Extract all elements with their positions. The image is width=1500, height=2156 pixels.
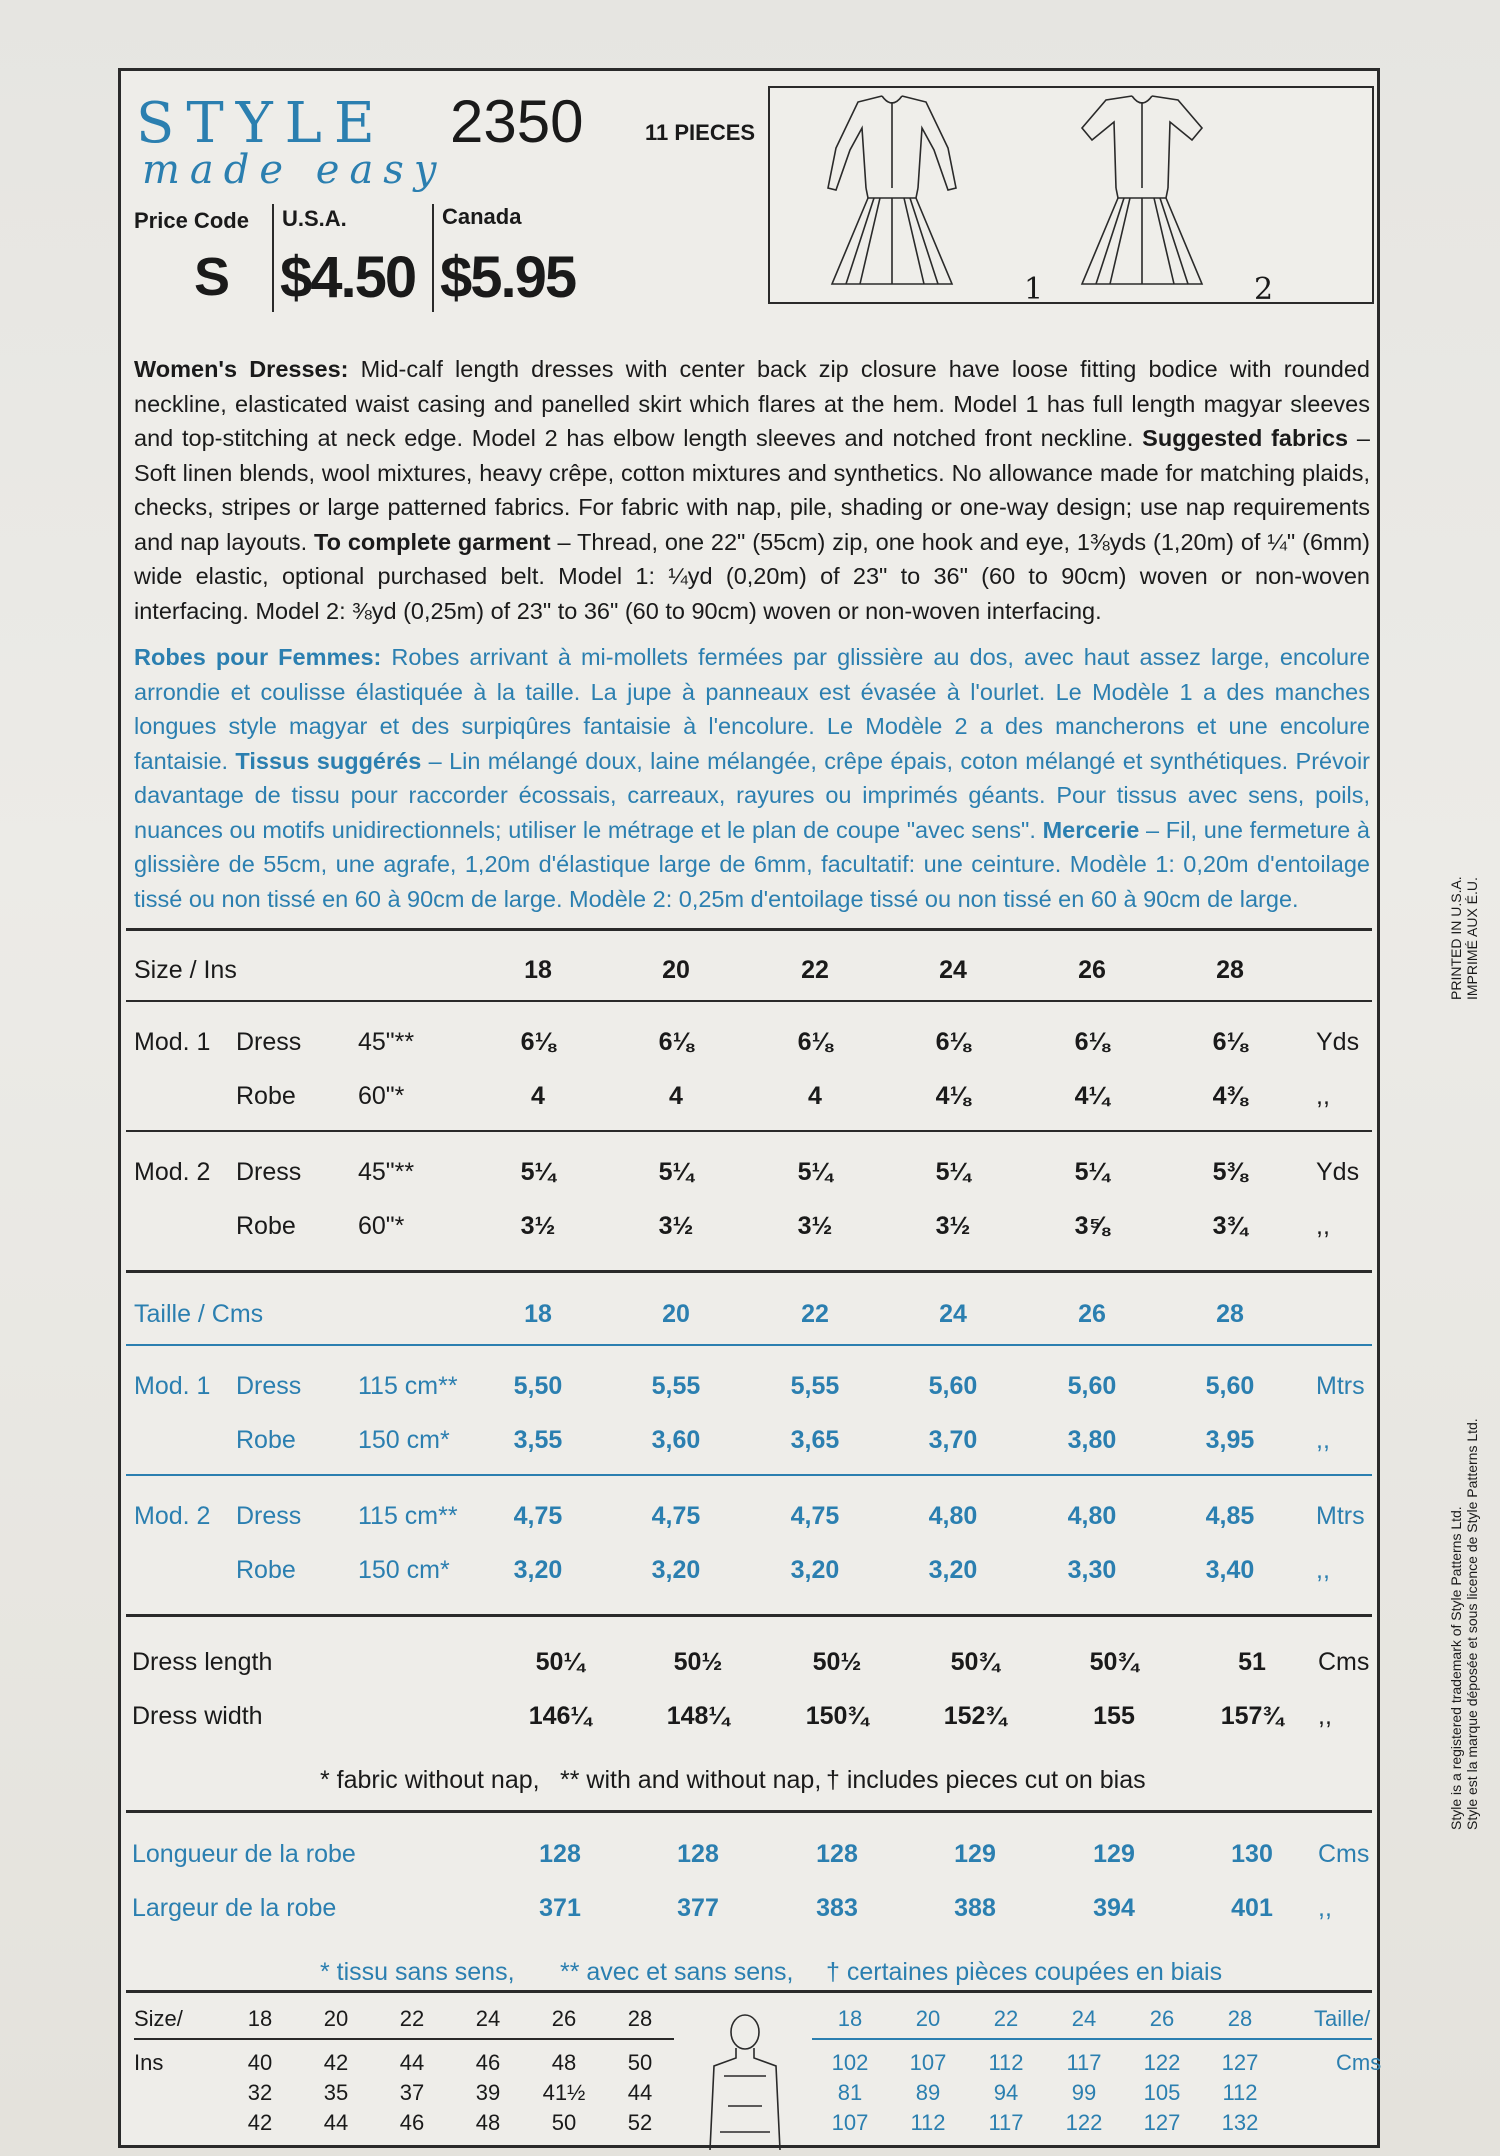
dress-sketch-box: [768, 86, 1374, 304]
measure-cell: 81: [837, 2080, 863, 2105]
yardage-cell: 3½: [520, 1212, 556, 1240]
table-header-label: Size / Ins: [134, 956, 237, 984]
measure-cell: 50¾: [1089, 1648, 1139, 1676]
pattern-number: 2350: [450, 88, 584, 155]
measure-cell: 157¾: [1220, 1702, 1284, 1730]
size-cell: 20: [915, 2006, 941, 2031]
yardage-cell: 6⅛: [658, 1028, 694, 1056]
measure-cell: 50: [551, 2110, 577, 2135]
garment-label: Robe: [236, 1212, 296, 1240]
unit-label: ,,: [1316, 1556, 1330, 1584]
measure-cell: 117: [1066, 2050, 1102, 2075]
price-code-label: Price Code: [134, 208, 249, 233]
brand-logo: [136, 91, 447, 193]
model-label: Mod. 1: [134, 1372, 211, 1400]
measure-cell: 383: [816, 1894, 858, 1922]
measure-cell: 50¼: [535, 1648, 585, 1676]
notions-lead: Mercerie: [1042, 816, 1140, 843]
garment-label: Robe: [236, 1082, 296, 1110]
measure-cell: 129: [954, 1840, 996, 1868]
measure-label: Largeur de la robe: [132, 1894, 337, 1922]
size-header: 28: [1216, 1300, 1244, 1328]
size-header: 22: [801, 1300, 829, 1328]
fabric-width: 45"**: [358, 1028, 415, 1056]
footnote: ** with and without nap,: [560, 1766, 822, 1794]
notions-text: – Fil, une fermeture à glissière de 55cm, une agrafe, 1,20m d'élastique large de 6mm, facultatif: une ceinture. Modèle 1: 0,20m d'entoilage tissé ou non tissé en 60 à 90cm de large. Modèle 2: 0,25m d'entoilage tissé ou non tissé en 60 à 90cm de large.: [134, 816, 1370, 912]
measure-cell: 46: [475, 2050, 501, 2075]
description-body: Robes arrivant à mi-mollets fermées par glissière au dos, avec haut assez large, encolure arrondie et coulisse élastiquée à la taille. La jupe à panneaux est évasée à l'ourlet. Le Modèle 1 a des manches longues style magyar et des surpiqûres fantaisie à l'encolure. Le Modèle 2 a des mancherons et une encolure fantaisie.: [134, 644, 1370, 774]
garment-label: Dress: [236, 1502, 302, 1530]
yardage-cell: 5,55: [651, 1372, 701, 1400]
fabric-width: 115 cm**: [358, 1502, 458, 1530]
yardage-cell: 5⅜: [1212, 1158, 1248, 1186]
yardage-cell: 3,20: [651, 1556, 701, 1584]
printed-in-usa: PRINTED IN U.S.A.: [1448, 876, 1464, 1000]
size-cell: 20: [323, 2006, 349, 2031]
rule: [126, 1270, 1372, 1273]
description-french: [134, 640, 1370, 916]
footnote: * tissu sans sens,: [320, 1958, 515, 1986]
taille-label: Taille/: [1314, 2006, 1371, 2031]
measure-cell: 117: [988, 2110, 1024, 2135]
yardage-cell: 3½: [935, 1212, 971, 1240]
model-label: Mod. 2: [134, 1158, 211, 1186]
model-1-number: 1: [1024, 272, 1044, 307]
measure-cell: 50: [627, 2050, 653, 2075]
price-code: S: [194, 247, 229, 307]
garment-label: Dress: [236, 1028, 302, 1056]
footnote: † includes pieces cut on bias: [826, 1766, 1146, 1794]
yardage-cell: 3,65: [790, 1426, 840, 1454]
yardage-cell: 3,30: [1067, 1556, 1117, 1584]
yardage-cell: 4,75: [513, 1502, 563, 1530]
canada-price: $5.95: [440, 245, 576, 310]
measure-cell: 46: [399, 2110, 425, 2135]
canada-label: Canada: [442, 204, 522, 229]
measure-label: Dress width: [132, 1702, 263, 1730]
garment-label: Robe: [236, 1556, 296, 1584]
yardage-cell: 3,95: [1205, 1426, 1255, 1454]
rule: [126, 1810, 1372, 1813]
measure-cell: 89: [915, 2080, 941, 2105]
footnote: * fabric without nap,: [320, 1766, 540, 1794]
yardage-cell: 3⅝: [1074, 1212, 1110, 1240]
yardage-cell: 3¾: [1212, 1212, 1248, 1240]
rule-blue: [126, 1344, 1372, 1346]
trademark-notice: Style is a registered trademark of Style Patterns Ltd.: [1448, 1506, 1464, 1830]
size-header: 28: [1216, 956, 1244, 984]
measure-cell: 48: [475, 2110, 501, 2135]
yardage-cell: 5,60: [928, 1372, 978, 1400]
measure-label: Dress length: [132, 1648, 273, 1676]
measure-cell: 99: [1071, 2080, 1097, 2105]
yardage-cell: 3,60: [651, 1426, 701, 1454]
yardage-cell: 4,75: [651, 1502, 701, 1530]
yardage-cell: 3½: [797, 1212, 833, 1240]
rule: [126, 1614, 1372, 1617]
measure-cell: 42: [323, 2050, 349, 2075]
size-cell: 28: [627, 2006, 653, 2031]
measure-cell: 42: [247, 2110, 273, 2135]
yardage-cell: 5¼: [935, 1158, 971, 1186]
cms-label: Cms: [1336, 2050, 1382, 2075]
size-cell: 18: [837, 2006, 863, 2031]
yardage-cell: 3,80: [1067, 1426, 1117, 1454]
measure-cell: 52: [627, 2110, 653, 2135]
rule-blue: [126, 1474, 1372, 1476]
unit-label: Mtrs: [1316, 1372, 1365, 1400]
printed-in-usa-fr: IMPRIMÉ AUX É.U.: [1464, 877, 1480, 1000]
size-cell: 28: [1227, 2006, 1253, 2031]
size-cell: 22: [993, 2006, 1019, 2031]
yardage-cell: 5¼: [658, 1158, 694, 1186]
measure-cell: 128: [816, 1840, 858, 1868]
yardage-cell: 6⅛: [520, 1028, 556, 1056]
size-header: 22: [801, 956, 829, 984]
yardage-cell: 3,20: [928, 1556, 978, 1584]
yardage-cell: 5¼: [797, 1158, 833, 1186]
size-header: 26: [1078, 1300, 1106, 1328]
measure-cell: 155: [1093, 1702, 1135, 1730]
yardage-cell: 4⅛: [935, 1082, 971, 1110]
fabrics-lead: Suggested fabrics: [1142, 425, 1349, 451]
unit-label: Cms: [1318, 1648, 1370, 1676]
measure-cell: 112: [910, 2110, 946, 2135]
measure-cell: 127: [1143, 2110, 1181, 2135]
measure-cell: 148¼: [666, 1702, 730, 1730]
measure-cell: 130: [1231, 1840, 1273, 1868]
yardage-cell: 4: [531, 1082, 545, 1110]
yardage-cell: 5,50: [513, 1372, 563, 1400]
size-cell: 26: [1149, 2006, 1175, 2031]
fabric-width: 45"**: [358, 1158, 415, 1186]
measure-cell: 150¾: [805, 1702, 869, 1730]
yardage-cell: 6⅛: [797, 1028, 833, 1056]
trademark-notice-fr: Style est la marque déposée et sous licence de Style Patterns Ltd.: [1464, 1418, 1480, 1830]
measure-cell: 122: [1143, 2050, 1181, 2075]
yardage-cell: 6⅛: [935, 1028, 971, 1056]
measure-cell: 39: [475, 2080, 501, 2105]
description-body: Mid-calf length dresses with center back zip closure have loose fitting bodice with rounded neckline, elasticated waist casing and panelled skirt which flares at the hem. Model 1 has full length magyar sleeves and top-stitching at neck edge. Model 2 has elbow length sleeves and notched front neckline.: [134, 356, 1370, 451]
measure-cell: 146¼: [528, 1702, 592, 1730]
fabric-width: 115 cm**: [358, 1372, 458, 1400]
yardage-cell: 3,70: [928, 1426, 978, 1454]
yardage-cell: 3,55: [513, 1426, 563, 1454]
rule: [126, 1990, 1372, 1993]
complete-lead: To complete garment: [314, 528, 551, 555]
measure-cell: 44: [323, 2110, 349, 2135]
yardage-cell: 5,60: [1205, 1372, 1255, 1400]
measure-cell: 127: [1221, 2050, 1259, 2075]
yardage-cell: 5,60: [1067, 1372, 1117, 1400]
measure-cell: 388: [954, 1894, 996, 1922]
measure-cell: 112: [1222, 2080, 1258, 2105]
measure-cell: 107: [831, 2110, 869, 2135]
rule: [134, 2038, 674, 2040]
size-header: 24: [939, 956, 967, 984]
unit-label: ,,: [1316, 1082, 1330, 1110]
model-label: Mod. 2: [134, 1502, 211, 1530]
measure-cell: 41½: [542, 2080, 586, 2105]
description-lead: Robes pour Femmes:: [134, 644, 382, 670]
price-divider: [272, 204, 274, 312]
fabric-width: 150 cm*: [358, 1426, 450, 1454]
yardage-cell: 5¼: [1074, 1158, 1110, 1186]
garment-label: Dress: [236, 1158, 302, 1186]
measure-cell: 128: [677, 1840, 719, 1868]
measure-cell: 50½: [673, 1648, 723, 1676]
measure-cell: 377: [677, 1894, 719, 1922]
measure-cell: 122: [1065, 2110, 1103, 2135]
rule-blue: [812, 2038, 1372, 2040]
model-2-number: 2: [1254, 272, 1274, 307]
model-label: Mod. 1: [134, 1028, 211, 1056]
measure-cell: 132: [1221, 2110, 1259, 2135]
measure-label: Longueur de la robe: [132, 1840, 356, 1868]
yardage-cell: 3½: [658, 1212, 694, 1240]
measure-cell: 50¾: [950, 1648, 1000, 1676]
ins-label: Ins: [134, 2050, 164, 2075]
size-header: 18: [524, 1300, 552, 1328]
description-lead: Women's Dresses:: [134, 356, 349, 382]
size-cell: 24: [475, 2006, 501, 2031]
garment-label: Dress: [236, 1372, 302, 1400]
size-cell: 18: [247, 2006, 273, 2031]
yardage-cell: 3,20: [513, 1556, 563, 1584]
unit-label: ,,: [1318, 1702, 1332, 1730]
size-header: 18: [524, 956, 552, 984]
fabrics-text: – Soft linen blends, wool mixtures, heavy crêpe, cotton mixtures and synthetics. No allowance made for matching plaids, checks, stripes or large patterned fabrics. For fabric with nap, pile, shading or one-way design; use nap requirements and nap layouts.: [134, 425, 1370, 555]
yardage-cell: 4,80: [928, 1502, 978, 1530]
measure-cell: 40: [247, 2050, 273, 2075]
size-header: 20: [662, 956, 690, 984]
measure-cell: 152¾: [943, 1702, 1007, 1730]
usa-price: $4.50: [280, 245, 416, 310]
fabrics-lead: Tissus suggérés: [235, 747, 422, 774]
measure-cell: 102: [831, 2050, 869, 2075]
yardage-cell: 5,55: [790, 1372, 840, 1400]
measure-cell: 401: [1231, 1894, 1273, 1922]
yardage-cell: 3,40: [1205, 1556, 1255, 1584]
size-header: 26: [1078, 956, 1106, 984]
unit-label: Cms: [1318, 1840, 1370, 1868]
fabrics-text: – Lin mélangé doux, laine mélangée, crêpe épais, coton mélangé et synthétiques. Prévoir davantage de tissu pour raccorder écossais, carreaux, rayures ou imprimés géants. Pour tissus avec sens, poils, nuances ou motifs unidirectionnels; utiliser le métrage et le plan de coupe "avec sens".: [134, 747, 1370, 843]
measure-cell: 105: [1143, 2080, 1181, 2105]
unit-label: ,,: [1318, 1894, 1332, 1922]
yardage-cell: 6⅛: [1212, 1028, 1248, 1056]
yardage-cell: 4: [808, 1082, 822, 1110]
measure-cell: 394: [1093, 1894, 1135, 1922]
measure-cell: 107: [909, 2050, 947, 2075]
unit-label: Mtrs: [1316, 1502, 1365, 1530]
table-header-label: Taille / Cms: [134, 1300, 264, 1328]
fabric-width: 150 cm*: [358, 1556, 450, 1584]
measure-cell: 32: [247, 2080, 273, 2105]
yardage-cell: 4,85: [1205, 1502, 1255, 1530]
dress-sketch-illustration: [770, 88, 1372, 302]
measure-cell: 48: [551, 2050, 577, 2075]
measure-cell: 44: [627, 2080, 653, 2105]
unit-label: ,,: [1316, 1212, 1330, 1240]
yardage-cell: 4,80: [1067, 1502, 1117, 1530]
yardage-cell: 3,20: [790, 1556, 840, 1584]
body-figure-icon: [700, 2010, 790, 2150]
measure-cell: 37: [399, 2080, 425, 2105]
rule: [126, 928, 1372, 931]
yardage-cell: 4,75: [790, 1502, 840, 1530]
measure-cell: 128: [539, 1840, 581, 1868]
size-label: Size/: [134, 2006, 183, 2031]
size-cell: 26: [551, 2006, 577, 2031]
fabric-width: 60"*: [358, 1212, 405, 1240]
yardage-cell: 4¼: [1074, 1082, 1110, 1110]
size-cell: 24: [1071, 2006, 1097, 2031]
measure-cell: 51: [1238, 1648, 1266, 1676]
description-english: [134, 352, 1370, 628]
garment-label: Robe: [236, 1426, 296, 1454]
fabric-width: 60"*: [358, 1082, 405, 1110]
measure-cell: 35: [323, 2080, 349, 2105]
brand-word: STYLE: [136, 91, 387, 156]
yardage-cell: 4: [669, 1082, 683, 1110]
measure-cell: 371: [539, 1894, 581, 1922]
measure-cell: 129: [1093, 1840, 1135, 1868]
measure-cell: 50½: [812, 1648, 862, 1676]
footnote: ** avec et sans sens,: [560, 1958, 794, 1986]
size-header: 24: [939, 1300, 967, 1328]
measure-cell: 112: [988, 2050, 1024, 2075]
brand-sub: made easy: [142, 147, 447, 193]
pieces-count: 11 PIECES: [645, 120, 756, 145]
size-header: 20: [662, 1300, 690, 1328]
yardage-cell: 6⅛: [1074, 1028, 1110, 1056]
complete-text: – Thread, one 22" (55cm) zip, one hook and eye, 1⅜yds (1,20m) of ¼" (6mm) wide elastic, optional purchased belt. Model 1: ¼yd (0,20m) of 23" to 36" (60 to 90cm) woven or non-woven interfacing. Model 2: ⅜yd (0,25m) of 23" to 36" (60 to 90cm) woven or non-woven interfacing.: [134, 528, 1371, 624]
rule: [126, 1000, 1372, 1002]
unit-label: ,,: [1316, 1426, 1330, 1454]
yardage-cell: 5¼: [520, 1158, 556, 1186]
unit-label: Yds: [1316, 1158, 1360, 1186]
rule: [126, 1130, 1372, 1132]
size-cell: 22: [399, 2006, 425, 2031]
measure-cell: 44: [399, 2050, 425, 2075]
usa-label: U.S.A.: [282, 206, 347, 231]
footnote: † certaines pièces coupées en biais: [826, 1958, 1223, 1986]
price-divider: [432, 204, 434, 312]
yardage-cell: 4⅜: [1212, 1082, 1248, 1110]
measure-cell: 94: [993, 2080, 1019, 2105]
unit-label: Yds: [1316, 1028, 1360, 1056]
